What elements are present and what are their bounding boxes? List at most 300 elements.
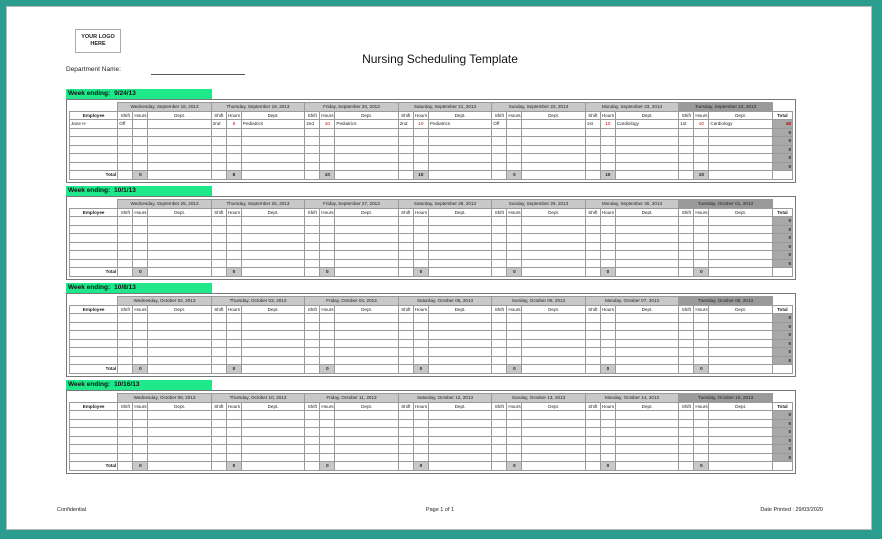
hours-cell[interactable]: [413, 348, 428, 357]
hours-cell[interactable]: [133, 331, 148, 340]
dept-cell[interactable]: [241, 411, 304, 420]
dept-cell[interactable]: [522, 453, 585, 462]
shift-cell[interactable]: [585, 356, 600, 365]
shift-cell[interactable]: [305, 259, 320, 268]
hours-cell[interactable]: [226, 331, 241, 340]
shift-cell[interactable]: [679, 348, 694, 357]
shift-cell[interactable]: [211, 217, 226, 226]
dept-cell[interactable]: [335, 339, 398, 348]
shift-cell[interactable]: [305, 242, 320, 251]
shift-cell[interactable]: [585, 419, 600, 428]
shift-cell[interactable]: [398, 259, 413, 268]
hours-cell[interactable]: [600, 162, 615, 171]
shift-cell[interactable]: 2nd: [398, 120, 413, 129]
shift-cell[interactable]: [305, 234, 320, 243]
dept-cell[interactable]: [709, 154, 772, 163]
hours-cell[interactable]: 8: [226, 120, 241, 129]
hours-cell[interactable]: [226, 162, 241, 171]
hours-cell[interactable]: [320, 356, 335, 365]
shift-cell[interactable]: [398, 428, 413, 437]
dept-cell[interactable]: [241, 251, 304, 260]
hours-cell[interactable]: [413, 356, 428, 365]
shift-cell[interactable]: [305, 339, 320, 348]
employee-cell[interactable]: Jane H: [70, 120, 118, 129]
hours-cell[interactable]: [600, 419, 615, 428]
dept-cell[interactable]: [709, 137, 772, 146]
shift-cell[interactable]: [492, 331, 507, 340]
shift-cell[interactable]: [679, 453, 694, 462]
hours-cell[interactable]: [600, 428, 615, 437]
hours-cell[interactable]: [600, 217, 615, 226]
shift-cell[interactable]: [585, 445, 600, 454]
hours-cell[interactable]: [320, 339, 335, 348]
hours-cell[interactable]: [600, 322, 615, 331]
employee-cell[interactable]: [70, 339, 118, 348]
hours-cell[interactable]: [413, 162, 428, 171]
hours-cell[interactable]: [600, 445, 615, 454]
hours-cell[interactable]: [226, 242, 241, 251]
shift-cell[interactable]: [118, 436, 133, 445]
shift-cell[interactable]: [492, 234, 507, 243]
shift-cell[interactable]: [492, 428, 507, 437]
shift-cell[interactable]: [679, 251, 694, 260]
employee-cell[interactable]: [70, 251, 118, 260]
hours-cell[interactable]: [320, 428, 335, 437]
hours-cell[interactable]: [600, 356, 615, 365]
hours-cell[interactable]: [600, 314, 615, 323]
shift-cell[interactable]: [398, 251, 413, 260]
shift-cell[interactable]: [679, 445, 694, 454]
shift-cell[interactable]: [492, 145, 507, 154]
hours-cell[interactable]: [133, 314, 148, 323]
shift-cell[interactable]: [118, 251, 133, 260]
dept-cell[interactable]: [148, 314, 211, 323]
dept-cell[interactable]: [709, 428, 772, 437]
hours-cell[interactable]: [507, 419, 522, 428]
hours-cell[interactable]: [413, 225, 428, 234]
hours-cell[interactable]: [226, 445, 241, 454]
dept-cell[interactable]: [428, 436, 491, 445]
employee-cell[interactable]: [70, 331, 118, 340]
hours-cell[interactable]: [226, 453, 241, 462]
hours-cell[interactable]: [694, 322, 709, 331]
dept-cell[interactable]: [428, 128, 491, 137]
shift-cell[interactable]: [118, 242, 133, 251]
shift-cell[interactable]: [585, 411, 600, 420]
dept-cell[interactable]: [709, 234, 772, 243]
shift-cell[interactable]: [211, 445, 226, 454]
dept-cell[interactable]: [335, 428, 398, 437]
shift-cell[interactable]: 2nd: [211, 120, 226, 129]
shift-cell[interactable]: [118, 339, 133, 348]
hours-cell[interactable]: [600, 128, 615, 137]
dept-cell[interactable]: [522, 436, 585, 445]
dept-cell[interactable]: [522, 356, 585, 365]
hours-cell[interactable]: [226, 339, 241, 348]
hours-cell[interactable]: [320, 445, 335, 454]
dept-cell[interactable]: [241, 128, 304, 137]
shift-cell[interactable]: [585, 145, 600, 154]
hours-cell[interactable]: [413, 339, 428, 348]
shift-cell[interactable]: [585, 162, 600, 171]
hours-cell[interactable]: [133, 428, 148, 437]
dept-cell[interactable]: [615, 348, 678, 357]
shift-cell[interactable]: [118, 137, 133, 146]
shift-cell[interactable]: [118, 145, 133, 154]
shift-cell[interactable]: [118, 322, 133, 331]
shift-cell[interactable]: [679, 145, 694, 154]
hours-cell[interactable]: [320, 154, 335, 163]
shift-cell[interactable]: [492, 314, 507, 323]
dept-cell[interactable]: [428, 217, 491, 226]
hours-cell[interactable]: [413, 259, 428, 268]
shift-cell[interactable]: [492, 445, 507, 454]
shift-cell[interactable]: [305, 217, 320, 226]
hours-cell[interactable]: [226, 259, 241, 268]
dept-cell[interactable]: [522, 428, 585, 437]
dept-cell[interactable]: [615, 128, 678, 137]
dept-cell[interactable]: [615, 225, 678, 234]
hours-cell[interactable]: [320, 217, 335, 226]
dept-cell[interactable]: [241, 162, 304, 171]
dept-cell[interactable]: [428, 322, 491, 331]
hours-cell[interactable]: [507, 411, 522, 420]
shift-cell[interactable]: [585, 259, 600, 268]
dept-cell[interactable]: Pediatrics: [335, 120, 398, 129]
hours-cell[interactable]: [694, 331, 709, 340]
shift-cell[interactable]: [585, 322, 600, 331]
dept-cell[interactable]: [148, 162, 211, 171]
dept-cell[interactable]: [335, 225, 398, 234]
hours-cell[interactable]: [320, 145, 335, 154]
shift-cell[interactable]: [398, 322, 413, 331]
dept-cell[interactable]: [709, 259, 772, 268]
employee-cell[interactable]: [70, 234, 118, 243]
hours-cell[interactable]: [600, 154, 615, 163]
hours-cell[interactable]: [507, 162, 522, 171]
dept-cell[interactable]: [428, 242, 491, 251]
shift-cell[interactable]: [398, 331, 413, 340]
hours-cell[interactable]: [694, 411, 709, 420]
hours-cell[interactable]: [133, 339, 148, 348]
hours-cell[interactable]: [133, 217, 148, 226]
shift-cell[interactable]: [118, 348, 133, 357]
shift-cell[interactable]: [492, 128, 507, 137]
dept-cell[interactable]: [709, 217, 772, 226]
dept-cell[interactable]: [428, 453, 491, 462]
hours-cell[interactable]: [600, 259, 615, 268]
dept-cell[interactable]: [615, 411, 678, 420]
hours-cell[interactable]: [694, 225, 709, 234]
shift-cell[interactable]: [305, 445, 320, 454]
shift-cell[interactable]: [118, 428, 133, 437]
hours-cell[interactable]: [507, 331, 522, 340]
shift-cell[interactable]: [211, 242, 226, 251]
dept-cell[interactable]: [148, 411, 211, 420]
hours-cell[interactable]: [133, 445, 148, 454]
hours-cell[interactable]: [413, 322, 428, 331]
dept-cell[interactable]: [428, 411, 491, 420]
shift-cell[interactable]: [679, 162, 694, 171]
shift-cell[interactable]: [585, 225, 600, 234]
hours-cell[interactable]: [600, 348, 615, 357]
hours-cell[interactable]: [226, 145, 241, 154]
dept-cell[interactable]: [709, 242, 772, 251]
shift-cell[interactable]: [679, 225, 694, 234]
shift-cell[interactable]: [679, 411, 694, 420]
dept-cell[interactable]: [522, 242, 585, 251]
employee-cell[interactable]: [70, 242, 118, 251]
dept-cell[interactable]: [709, 348, 772, 357]
dept-cell[interactable]: [522, 411, 585, 420]
dept-cell[interactable]: [335, 411, 398, 420]
dept-cell[interactable]: [615, 137, 678, 146]
hours-cell[interactable]: [694, 314, 709, 323]
dept-cell[interactable]: [522, 154, 585, 163]
hours-cell[interactable]: [320, 259, 335, 268]
hours-cell[interactable]: [320, 225, 335, 234]
hours-cell[interactable]: [320, 453, 335, 462]
hours-cell[interactable]: [600, 411, 615, 420]
dept-cell[interactable]: [335, 419, 398, 428]
hours-cell[interactable]: [413, 428, 428, 437]
shift-cell[interactable]: [492, 322, 507, 331]
shift-cell[interactable]: [585, 137, 600, 146]
dept-cell[interactable]: [522, 217, 585, 226]
hours-cell[interactable]: [507, 251, 522, 260]
dept-cell[interactable]: [335, 436, 398, 445]
shift-cell[interactable]: [398, 436, 413, 445]
hours-cell[interactable]: [507, 356, 522, 365]
dept-cell[interactable]: [148, 234, 211, 243]
shift-cell[interactable]: [305, 436, 320, 445]
hours-cell[interactable]: [133, 162, 148, 171]
dept-cell[interactable]: [428, 348, 491, 357]
shift-cell[interactable]: [118, 162, 133, 171]
shift-cell[interactable]: [492, 419, 507, 428]
hours-cell[interactable]: [413, 251, 428, 260]
dept-cell[interactable]: Cardiology: [709, 120, 772, 129]
dept-cell[interactable]: [709, 314, 772, 323]
dept-cell[interactable]: [148, 225, 211, 234]
hours-cell[interactable]: [694, 453, 709, 462]
shift-cell[interactable]: [305, 162, 320, 171]
dept-cell[interactable]: [148, 145, 211, 154]
hours-cell[interactable]: [507, 259, 522, 268]
dept-cell[interactable]: [335, 356, 398, 365]
dept-cell[interactable]: [615, 259, 678, 268]
dept-cell[interactable]: [615, 322, 678, 331]
shift-cell[interactable]: [492, 251, 507, 260]
shift-cell[interactable]: [679, 259, 694, 268]
employee-cell[interactable]: [70, 348, 118, 357]
dept-cell[interactable]: [148, 120, 211, 129]
shift-cell[interactable]: [211, 322, 226, 331]
dept-cell[interactable]: [428, 314, 491, 323]
dept-cell[interactable]: [428, 137, 491, 146]
dept-cell[interactable]: [522, 314, 585, 323]
hours-cell[interactable]: [413, 453, 428, 462]
hours-cell[interactable]: [226, 356, 241, 365]
dept-cell[interactable]: [709, 331, 772, 340]
hours-cell[interactable]: [320, 314, 335, 323]
dept-cell[interactable]: [335, 322, 398, 331]
hours-cell[interactable]: [694, 217, 709, 226]
shift-cell[interactable]: [305, 411, 320, 420]
hours-cell[interactable]: [413, 314, 428, 323]
hours-cell[interactable]: [507, 322, 522, 331]
dept-cell[interactable]: [522, 162, 585, 171]
hours-cell[interactable]: [507, 128, 522, 137]
hours-cell[interactable]: [600, 145, 615, 154]
shift-cell[interactable]: [211, 162, 226, 171]
shift-cell[interactable]: [118, 128, 133, 137]
dept-cell[interactable]: [241, 322, 304, 331]
dept-cell[interactable]: [148, 128, 211, 137]
dept-cell[interactable]: [428, 331, 491, 340]
dept-cell[interactable]: [522, 348, 585, 357]
shift-cell[interactable]: [492, 356, 507, 365]
dept-cell[interactable]: [148, 445, 211, 454]
hours-cell[interactable]: [600, 242, 615, 251]
dept-cell[interactable]: [241, 339, 304, 348]
shift-cell[interactable]: [118, 259, 133, 268]
dept-cell[interactable]: [615, 145, 678, 154]
employee-cell[interactable]: [70, 128, 118, 137]
shift-cell[interactable]: [679, 217, 694, 226]
shift-cell[interactable]: [398, 145, 413, 154]
dept-cell[interactable]: [615, 453, 678, 462]
hours-cell[interactable]: [413, 411, 428, 420]
dept-cell[interactable]: [615, 428, 678, 437]
hours-cell[interactable]: [133, 419, 148, 428]
dept-cell[interactable]: [148, 259, 211, 268]
hours-cell[interactable]: [507, 445, 522, 454]
employee-cell[interactable]: [70, 162, 118, 171]
shift-cell[interactable]: [211, 428, 226, 437]
dept-cell[interactable]: [241, 331, 304, 340]
hours-cell[interactable]: [413, 128, 428, 137]
hours-cell[interactable]: [694, 234, 709, 243]
shift-cell[interactable]: [585, 242, 600, 251]
dept-cell[interactable]: [335, 137, 398, 146]
dept-cell[interactable]: [709, 128, 772, 137]
hours-cell[interactable]: [600, 225, 615, 234]
dept-cell[interactable]: [241, 259, 304, 268]
dept-cell[interactable]: [148, 428, 211, 437]
shift-cell[interactable]: [398, 242, 413, 251]
shift-cell[interactable]: [585, 436, 600, 445]
shift-cell[interactable]: [305, 128, 320, 137]
shift-cell[interactable]: [305, 145, 320, 154]
hours-cell[interactable]: [694, 436, 709, 445]
dept-cell[interactable]: [335, 259, 398, 268]
hours-cell[interactable]: [226, 428, 241, 437]
hours-cell[interactable]: 10: [320, 120, 335, 129]
dept-cell[interactable]: [522, 251, 585, 260]
shift-cell[interactable]: 1st: [679, 120, 694, 129]
shift-cell[interactable]: [118, 225, 133, 234]
shift-cell[interactable]: [211, 356, 226, 365]
shift-cell[interactable]: [398, 128, 413, 137]
shift-cell[interactable]: [679, 234, 694, 243]
dept-cell[interactable]: [335, 348, 398, 357]
dept-cell[interactable]: [428, 234, 491, 243]
shift-cell[interactable]: [211, 411, 226, 420]
shift-cell[interactable]: [118, 445, 133, 454]
shift-cell[interactable]: [679, 339, 694, 348]
employee-cell[interactable]: [70, 154, 118, 163]
employee-cell[interactable]: [70, 445, 118, 454]
hours-cell[interactable]: [600, 251, 615, 260]
hours-cell[interactable]: [133, 348, 148, 357]
shift-cell[interactable]: [679, 419, 694, 428]
hours-cell[interactable]: [600, 339, 615, 348]
hours-cell[interactable]: 10: [413, 120, 428, 129]
hours-cell[interactable]: [226, 419, 241, 428]
shift-cell[interactable]: [679, 137, 694, 146]
shift-cell[interactable]: [305, 251, 320, 260]
dept-cell[interactable]: [241, 217, 304, 226]
hours-cell[interactable]: [694, 137, 709, 146]
shift-cell[interactable]: [585, 339, 600, 348]
shift-cell[interactable]: [211, 234, 226, 243]
shift-cell[interactable]: [305, 356, 320, 365]
dept-cell[interactable]: [615, 356, 678, 365]
shift-cell[interactable]: [398, 314, 413, 323]
dept-cell[interactable]: [522, 322, 585, 331]
dept-cell[interactable]: [615, 154, 678, 163]
shift-cell[interactable]: [679, 428, 694, 437]
dept-cell[interactable]: [428, 154, 491, 163]
dept-cell[interactable]: [615, 331, 678, 340]
employee-cell[interactable]: [70, 137, 118, 146]
hours-cell[interactable]: [133, 225, 148, 234]
hours-cell[interactable]: [694, 162, 709, 171]
hours-cell[interactable]: [413, 331, 428, 340]
shift-cell[interactable]: [585, 453, 600, 462]
shift-cell[interactable]: [585, 428, 600, 437]
shift-cell[interactable]: [398, 419, 413, 428]
dept-cell[interactable]: [709, 356, 772, 365]
hours-cell[interactable]: [320, 128, 335, 137]
dept-cell[interactable]: [615, 234, 678, 243]
dept-cell[interactable]: [148, 348, 211, 357]
hours-cell[interactable]: [133, 259, 148, 268]
hours-cell[interactable]: [507, 453, 522, 462]
shift-cell[interactable]: [585, 217, 600, 226]
hours-cell[interactable]: [413, 137, 428, 146]
dept-cell[interactable]: [241, 453, 304, 462]
shift-cell[interactable]: [492, 348, 507, 357]
hours-cell[interactable]: [133, 234, 148, 243]
shift-cell[interactable]: [211, 128, 226, 137]
dept-cell[interactable]: [709, 445, 772, 454]
dept-cell[interactable]: [148, 322, 211, 331]
hours-cell[interactable]: [694, 251, 709, 260]
dept-cell[interactable]: [335, 331, 398, 340]
employee-cell[interactable]: [70, 225, 118, 234]
hours-cell[interactable]: [133, 154, 148, 163]
shift-cell[interactable]: [211, 259, 226, 268]
shift-cell[interactable]: [211, 419, 226, 428]
shift-cell[interactable]: [679, 128, 694, 137]
shift-cell[interactable]: [118, 453, 133, 462]
shift-cell[interactable]: [585, 128, 600, 137]
shift-cell[interactable]: [211, 453, 226, 462]
hours-cell[interactable]: [694, 242, 709, 251]
dept-cell[interactable]: [428, 339, 491, 348]
